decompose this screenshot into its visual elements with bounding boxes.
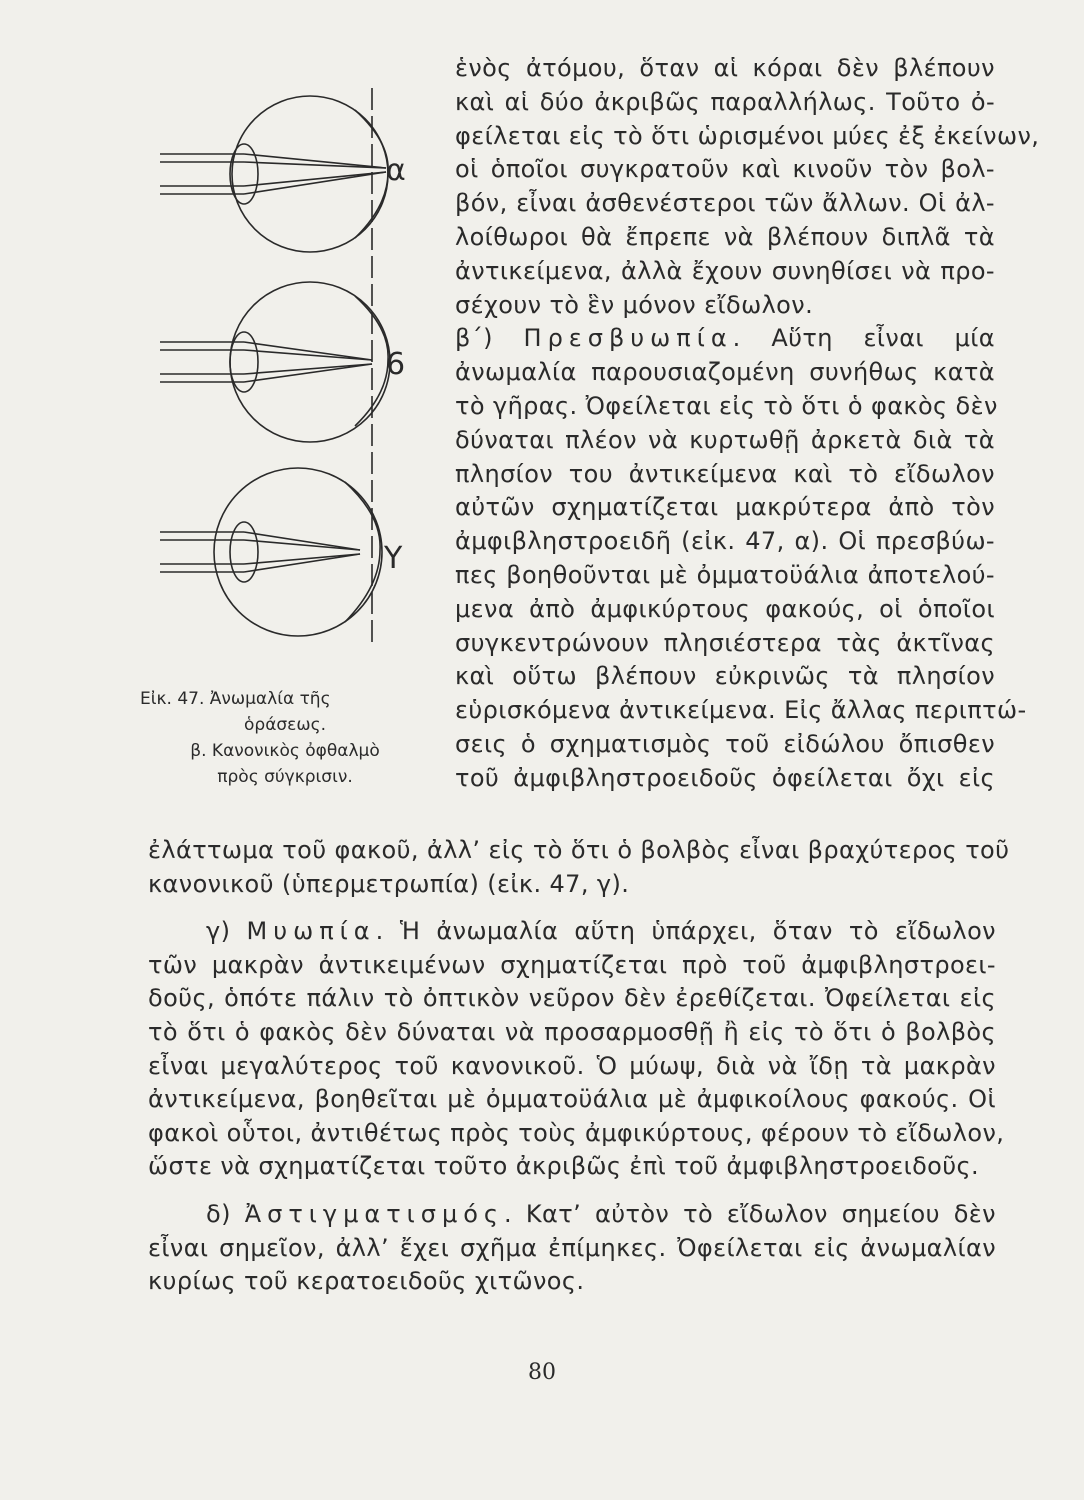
caption-line: β. Κανονικὸς ὀφθαλμὸ — [190, 741, 380, 761]
text-line: πες βοηθοῦνται μὲ ὀμματοϋάλια ἀποτελού- — [455, 560, 995, 589]
text-line: ἀντικείμενα, βοηθεῖται μὲ ὀμματοϋάλια μὲ ἀμφικοίλους φακούς. Οἱ — [148, 1085, 996, 1114]
text-line: τῶν μακρὰν ἀντικειμένων σχηματίζεται πρὸ τοῦ ἀμφιβληστροει- — [148, 950, 996, 979]
section-prefix: γ) — [206, 917, 247, 946]
section-text: . Αὕτη εἶναι μία — [732, 324, 995, 353]
section-prefix: δ) — [206, 1199, 245, 1228]
text-line: ἑνὸς ἀτόμου, ὅταν αἱ κόραι δὲν βλέπουν — [455, 54, 995, 82]
figure-caption — [140, 686, 430, 790]
caption-line: ὁράσεως. — [244, 715, 326, 735]
text-line: αὐτῶν σχηματίζεται μακρύτερα ἀπὸ τὸν — [455, 493, 995, 522]
text-line: οἱ ὁποῖοι συγκρατοῦν καὶ κινοῦν τὸν βολ- — [455, 155, 995, 184]
figure-label-a: α — [386, 153, 406, 188]
figure-label-b: 6 — [386, 347, 406, 382]
text-line: φακοὶ οὗτοι, ἀντιθέτως πρὸς τοὺς ἀμφικύρτους, φέρουν τὸ εἴδωλον, — [148, 1118, 1005, 1147]
text-line: δοῦς, ὁπότε πάλιν τὸ ὀπτικὸν νεῦρον δὲν ἐρεθίζεται. Ὀφείλεται εἰς — [148, 984, 996, 1013]
section-text: . Ἡ ἀνωμαλία αὕτη ὑπάρχει, ὅταν τὸ εἴδωλον — [375, 917, 996, 946]
text-line: λοίθωροι θὰ ἔπρεπε νὰ βλέπουν διπλᾶ τὰ — [455, 222, 995, 251]
eye-diagram-c — [160, 468, 382, 636]
text-line: συγκεντρώνουν πλησιέστερα τὰς ἀκτῖνας — [455, 628, 995, 657]
text-line: τὸ ὅτι ὁ φακὸς δὲν δύναται νὰ προσαρμοσθῇ ἢ εἰς τὸ ὅτι ὁ βολβὸς — [148, 1017, 996, 1046]
text-line: δύναται πλέον νὰ κυρτωθῇ ἀρκετὰ διὰ τὰ — [455, 425, 995, 454]
text-line: σέχουν τὸ ἓν μόνον εἴδωλον. — [455, 290, 814, 319]
myopia-heading-line — [148, 915, 996, 949]
text-line: ἀνωμαλία παρουσιαζομένη συνήθως κατὰ — [455, 358, 995, 387]
text-line: εὑρισκόμενα ἀντικείμενα. Εἰς ἄλλας περιπτώ- — [455, 696, 1027, 725]
text-line: καὶ αἱ δύο ἀκριβῶς παραλλήλως. Τοῦτο ὀ- — [455, 87, 995, 116]
text-line: κυρίως τοῦ κερατοειδοῦς χιτῶνος. — [148, 1267, 585, 1296]
page-number: 80 — [528, 1360, 556, 1385]
text-line: τοῦ ἀμφιβληστροειδοῦς ὀφείλεται ὄχι εἰς — [455, 763, 995, 792]
caption-line: πρὸς σύγκρισιν. — [217, 767, 353, 787]
section-term: Ἀστιγματισμός — [244, 1199, 505, 1228]
text-line: τὸ γῆρας. Ὀφείλεται εἰς τὸ ὅτι ὁ φακὸς δὲν — [455, 391, 998, 420]
eye-anomaly-figure — [150, 88, 420, 668]
full-width-text — [148, 834, 1010, 1299]
text-line: φείλεται εἰς τὸ ὅτι ὡρισμένοι μύες ἐξ ἐκείνων, — [455, 121, 1040, 150]
text-line: πλησίον του ἀντικείμενα καὶ τὸ εἴδωλον — [455, 459, 995, 488]
right-text-column — [455, 52, 1040, 796]
eye-diagram-a — [160, 96, 388, 252]
section-term: Μυωπία — [246, 917, 376, 946]
caption-line: Εἰκ. 47. Ἀνωμαλία τῆς — [140, 689, 331, 709]
section-text: . Κατ’ αὐτὸν τὸ εἴδωλον σημείου δὲν — [504, 1199, 996, 1228]
text-line: εἶναι σημεῖον, ἀλλ’ ἔχει σχῆμα ἐπίμηκες. Ὀφείλεται εἰς ἀνωμαλίαν — [148, 1233, 996, 1262]
eye-diagram-b — [160, 282, 390, 442]
text-line: ἐλάττωμα τοῦ φακοῦ, ἀλλ’ εἰς τὸ ὅτι ὁ βολβὸς εἶναι βραχύτερος τοῦ — [148, 836, 1010, 864]
text-line: ἀντικείμενα, ἀλλὰ ἔχουν συνηθίσει νὰ προ- — [455, 256, 995, 285]
text-line: σεις ὁ σχηματισμὸς τοῦ εἰδώλου ὄπισθεν — [455, 729, 995, 758]
astigmatism-heading-line — [148, 1198, 996, 1232]
text-line: κανονικοῦ (ὑπερμετρωπία) (εἰκ. 47, γ). — [148, 869, 630, 898]
text-line: ἀμφιβληστροειδῆ (εἰκ. 47, α). Οἱ πρεσβύω- — [455, 527, 995, 556]
figure-label-c: Υ — [384, 541, 403, 576]
section-term: Πρεσβυωπία — [523, 324, 733, 353]
presbyopia-heading-line — [455, 322, 995, 356]
text-line: βόν, εἶναι ἀσθενέστεροι τῶν ἄλλων. Οἱ ἀλ- — [455, 189, 995, 218]
text-line: μενα ἀπὸ ἀμφικύρτους φακούς, οἱ ὁποῖοι — [455, 594, 995, 623]
section-prefix: β΄) — [455, 324, 524, 353]
text-line: εἶναι μεγαλύτερος τοῦ κανονικοῦ. Ὁ μύωψ, διὰ νὰ ἴδῃ τὰ μακρὰν — [148, 1051, 996, 1080]
text-line: ὥστε νὰ σχηματίζεται τοῦτο ἀκριβῶς ἐπὶ τοῦ ἀμφιβληστροειδοῦς. — [148, 1152, 980, 1181]
text-line: καὶ οὕτω βλέπουν εὐκρινῶς τὰ πλησίον — [455, 662, 995, 691]
